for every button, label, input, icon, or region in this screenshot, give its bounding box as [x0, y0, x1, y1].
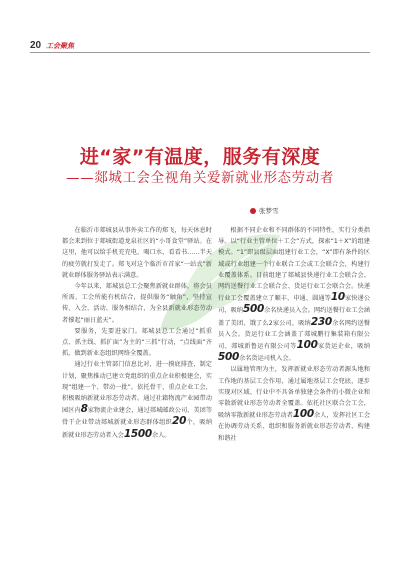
article-title: 进“家”有温度，服务有深度 — [79, 146, 321, 168]
highlight-number: 500 — [242, 303, 264, 316]
paragraph-text: 余人，发挥社区工会在协调劳动关系、组织和服务新就业形态劳动者、构建和谐社 — [218, 412, 371, 442]
author-icon — [250, 208, 256, 214]
paragraph-text: 余名货运司机入会。 — [239, 355, 295, 363]
highlight-number: 20 — [172, 415, 187, 428]
right-column — [218, 225, 370, 444]
left-column — [62, 225, 212, 441]
page-number: 20 — [30, 40, 42, 51]
paragraph: 今年以来，郯城县总工会聚焦新就业群体，将会员所需、工会所能有机结合，提供服务“触角”，坚持宣传、入会、活动、服务相结合，为全县新就业形态劳动者撑起“丽日蓝天”。 — [62, 283, 212, 324]
paragraph-text: 家货运企业，吸纳 — [317, 343, 371, 351]
paragraph-text: 余名网约送餐员入会。货运行业工会涵盖了郯城鹏行集装箱有限公司、郯城新鲁运有限公司等 — [218, 319, 370, 351]
paragraph: 要服务，先要进家门。郯城县总工会通过“抓重点、抓主线、抓扩面”为主的“三抓”行动，“点线面”齐抓，做到新业态组织网络全覆盖。 — [62, 327, 212, 358]
paragraph-text: 以属地管理为主，发挥新就业形态劳动者源头地和工作地的基层工会作用，通过属地基层工会兜底，逐步实现对区域、行业中不具备单独建会条件的小微企业和零散新就业形态劳动者全覆盖。依托社区联合会工会，吸纳零散新就业形态劳动者 — [218, 366, 370, 420]
highlight-number: 100 — [296, 339, 318, 352]
highlight-number: 8 — [80, 403, 88, 416]
author-line — [250, 206, 279, 215]
article-subtitle: ——郯城工会全视角关爱新就业形态劳动者 — [66, 170, 334, 186]
highlight-number: 230 — [310, 315, 332, 328]
paragraph — [62, 359, 212, 440]
paragraph — [218, 225, 370, 364]
highlight-number: 10 — [330, 291, 345, 304]
paragraph-text: 余人。 — [151, 431, 171, 439]
paragraph-text: 余名快递员入会。网约送餐行业工会涵盖了美团、饿了么2家公司，吸纳 — [218, 307, 371, 327]
paragraph-text: 家快递公司，吸纳 — [218, 295, 371, 315]
author-name: 张梦雪 — [259, 207, 279, 215]
paragraph-text: 家物流企业建会，通过郯城邮政公司、美团等骨干企业带动郯城新就业形态群体组织 — [62, 407, 213, 427]
paragraph-text: 通过行业主管部门信息比对，进一摸底排查，制定计划，聚焦推动已建立党组织的重点企业积极建会，实现“组建一个、带动一批”。依托骨干、重点企业工会，积极吸纳新就业形态劳动者。通过社籍物流产业园带动园区内 — [62, 361, 212, 415]
paragraph-text: 根据不同企业和不同群体的不同特性，实行分类指导。以“行业主管单位＋工会”方式，探索“1＋X”的组建模式。“1”即县级层面组建行业工会，“X”即有条件的区域或行业组建一个行业联合工会或工会联合会，构建行业覆盖体系。目前组建了郯城县快递行业工会联合会、网约送餐行业工会联合会、货运行业工会联合会。快递行业工会覆盖建立了顺丰、申通、圆通等 — [218, 227, 370, 303]
highlight-number: 100 — [292, 408, 314, 421]
highlight-number: 1500 — [123, 427, 152, 440]
paragraph-text: 个，吸纳新就业形态劳动者入会 — [62, 419, 213, 439]
highlight-number: 500 — [218, 351, 240, 364]
page-header — [30, 40, 370, 54]
section-label: 工会聚焦 — [46, 42, 74, 50]
paragraph — [218, 364, 370, 443]
paragraph: 在临沂市郯城县从事外卖工作的郑飞，每天休息时都会来到位于郯城街道龙泉社区的“小哥食堂”驿站。在这里，他可以给手机充充电，喝口水，看看书……半天的疲劳就打发走了。郑飞对这个临沂市首家“一站式”新就业群体服务驿站表示满意。 — [62, 227, 212, 279]
header-rule — [30, 52, 370, 53]
